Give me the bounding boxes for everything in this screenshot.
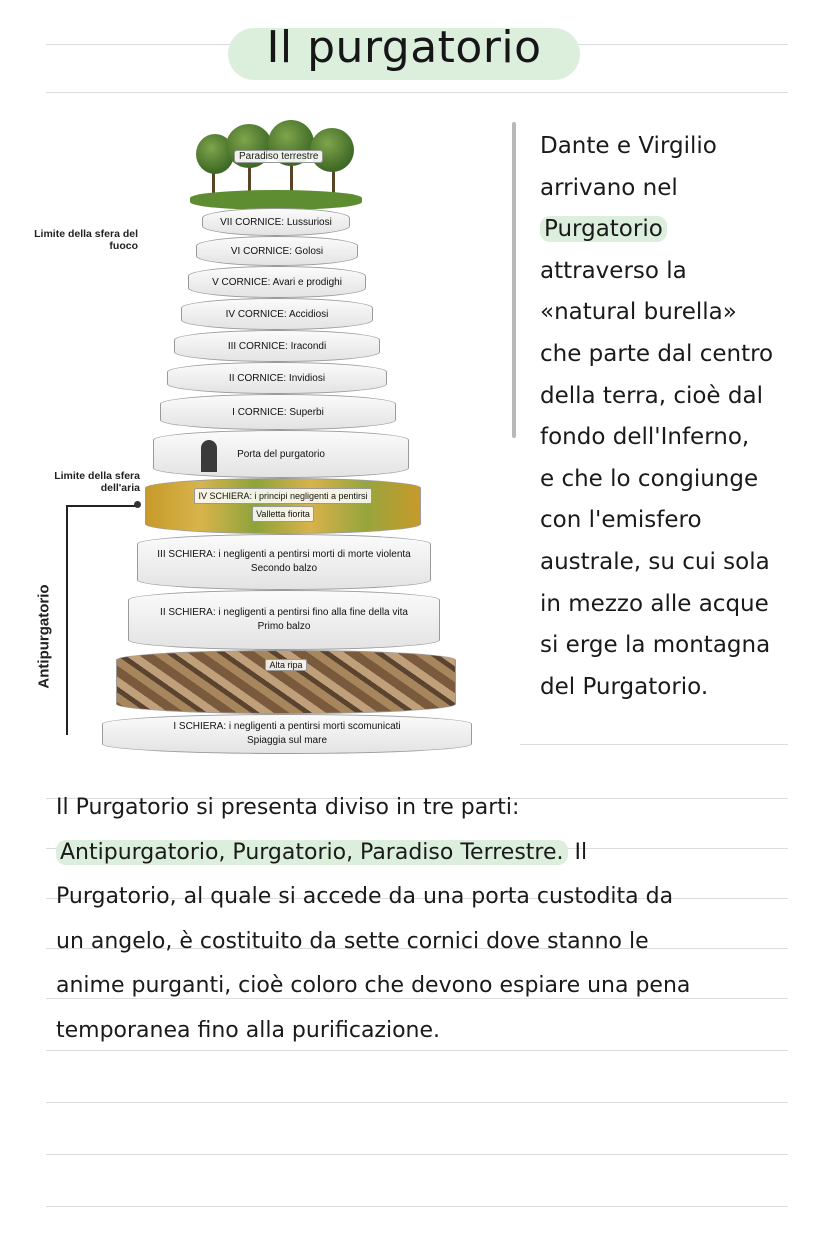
bottom-line: un angelo, è costituito da sette cornici dove stanno le xyxy=(56,928,649,954)
side-line xyxy=(540,209,808,251)
schiera-ii-label: II SCHIERA: i negligenti a pentirsi fino alla fine della vita xyxy=(160,607,408,618)
side-line: si erge la montagna xyxy=(540,632,771,659)
bottom-line: Purgatorio, al quale si accede da una porta custodita da xyxy=(56,884,674,910)
side-line: con l'emisfero xyxy=(540,507,702,534)
side-line: che parte dal centro xyxy=(540,340,774,367)
highlight-three-parts: Antipurgatorio, Purgatorio, Paradiso Terrestre. xyxy=(56,840,568,865)
side-line: fondo dell'Inferno, xyxy=(540,424,750,451)
title-block xyxy=(228,22,580,84)
valletta-label: Valletta fiorita xyxy=(252,506,314,522)
side-line: in mezzo alle acque xyxy=(540,590,769,617)
purgatory-diagram xyxy=(30,120,520,750)
schiera-iv-label: IV SCHIERA: i principi negligenti a pentirsi xyxy=(194,488,371,504)
bottom-paragraph xyxy=(56,786,796,1054)
secondo-balzo-tier xyxy=(137,534,431,590)
porta-tier xyxy=(153,430,409,478)
gate-icon xyxy=(201,440,217,472)
alta-ripa-tier xyxy=(116,650,456,714)
primo-balzo-label: Primo balzo xyxy=(257,621,311,632)
side-line: della terra, cioè dal xyxy=(540,382,763,409)
schiera-iii-label: III SCHIERA: i negligenti a pentirsi morti di morte violenta xyxy=(157,549,411,560)
cornice-4: IV CORNICE: Accidiosi xyxy=(181,298,373,330)
schiera-i-label: I SCHIERA: i negligenti a pentirsi morti scomunicati xyxy=(173,721,401,732)
side-line: australe, su cui sola xyxy=(540,548,770,575)
secondo-balzo-label: Secondo balzo xyxy=(250,563,318,574)
side-line: del Purgatorio. xyxy=(540,673,709,700)
limit-air-label: Limite della sfera dell'aria xyxy=(54,470,140,494)
antipurgatorio-label: Antipurgatorio xyxy=(35,584,53,689)
bottom-line xyxy=(56,831,796,876)
bottom-line: Il Purgatorio si presenta diviso in tre parti: xyxy=(56,795,520,820)
bottom-line: anime purganti, cioè coloro che devono espiare una pena xyxy=(56,973,691,999)
valletta-tier xyxy=(145,478,421,534)
highlight-purgatorio: Purgatorio xyxy=(540,216,667,242)
side-line: Dante e Virgilio xyxy=(540,133,717,159)
bottom-line: temporanea fino alla purificazione. xyxy=(56,1017,441,1043)
margin-bar xyxy=(512,122,516,438)
cornice-7: VII CORNICE: Lussuriosi xyxy=(202,208,350,236)
side-line: e che lo congiunge xyxy=(540,465,759,492)
side-line: attraverso la xyxy=(540,257,687,284)
limit-fire-label: Limite della sfera del fuoco xyxy=(34,228,138,252)
cornice-2: II CORNICE: Invidiosi xyxy=(167,362,387,394)
bracket-dot xyxy=(134,501,141,508)
primo-balzo-tier xyxy=(128,590,440,650)
spiaggia-label: Spiaggia sul mare xyxy=(246,735,328,746)
paradiso-terrestre-label: Paradiso terrestre xyxy=(234,150,323,163)
cornice-3: III CORNICE: Iracondi xyxy=(174,330,380,362)
spiaggia-tier xyxy=(102,714,472,754)
side-line: «natural burella» xyxy=(540,299,737,326)
side-line: arrivano nel xyxy=(540,174,678,201)
cornice-5: V CORNICE: Avari e prodighi xyxy=(188,266,366,298)
paradiso-ground xyxy=(190,190,362,210)
page-title: Il purgatorio xyxy=(266,22,542,73)
porta-label: Porta del purgatorio xyxy=(237,448,325,460)
antipurgatorio-bracket xyxy=(66,505,140,735)
cornice-1: I CORNICE: Superbi xyxy=(160,394,396,430)
side-paragraph xyxy=(540,126,808,708)
cornice-6: VI CORNICE: Golosi xyxy=(196,236,358,266)
antipurgatorio-block xyxy=(34,538,54,738)
bottom-line-rest: Il xyxy=(567,839,588,865)
alta-ripa-label: Alta ripa xyxy=(265,659,306,671)
